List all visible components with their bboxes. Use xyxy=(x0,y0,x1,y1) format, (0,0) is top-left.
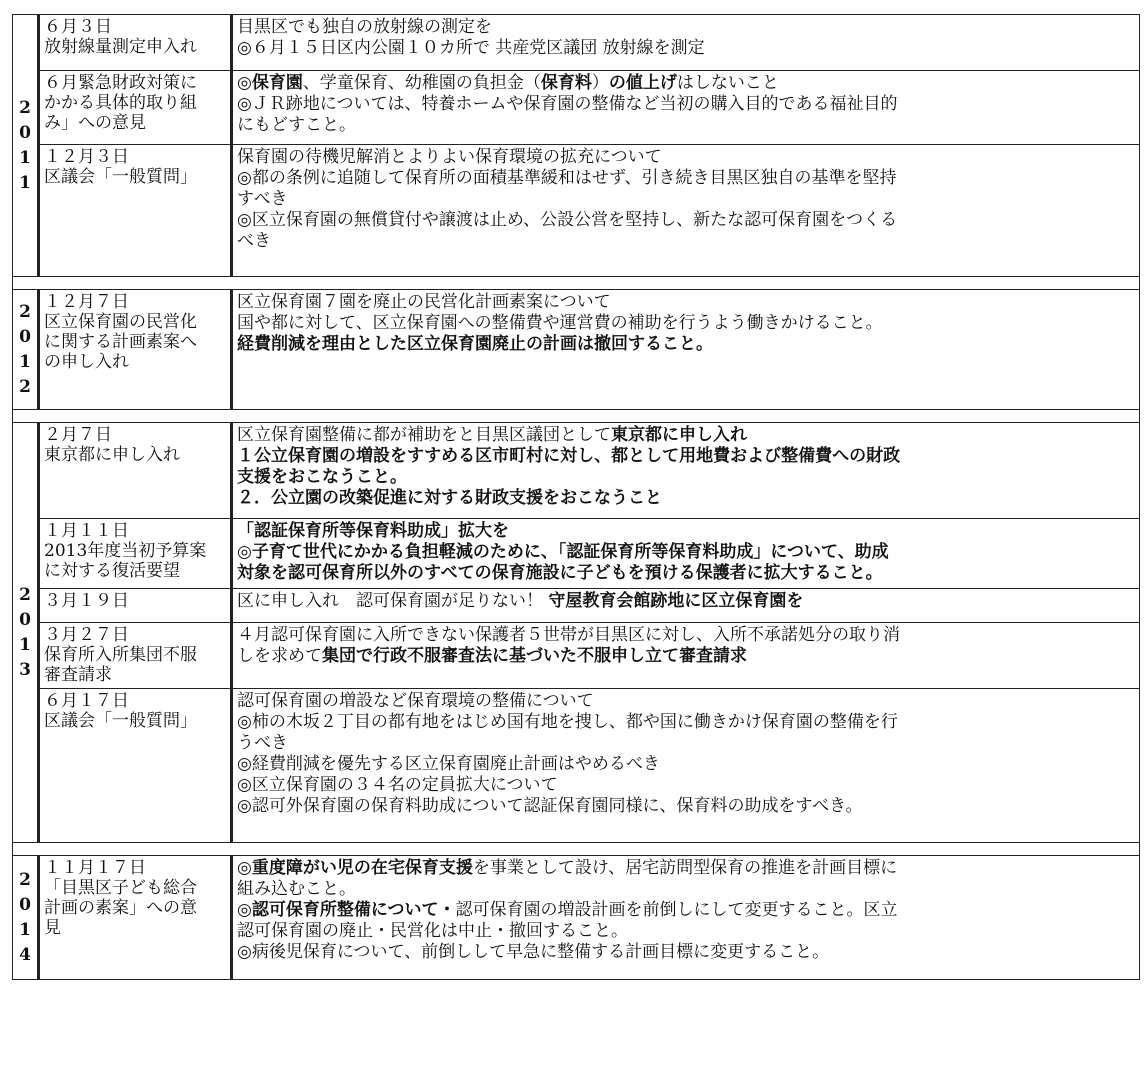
detail-text: 区に申し入れ 認可保育園が足りない！ xyxy=(237,591,549,611)
detail-line xyxy=(237,467,1137,488)
detail-line xyxy=(237,563,1137,584)
year-cell xyxy=(13,290,39,410)
date-cell xyxy=(39,589,232,623)
detail-text: しを求めて xyxy=(237,646,322,666)
detail-text: ◎病後児保育について、前倒しして早急に整備する計画目標に変更すること。 xyxy=(237,942,830,962)
detail-line xyxy=(237,17,1137,38)
date-cell xyxy=(39,856,232,980)
entry-title-line: 「目黒区子ども総合 xyxy=(44,878,197,898)
detail-line xyxy=(237,796,1137,817)
year-digit: 2 xyxy=(19,376,31,397)
detail-line xyxy=(237,313,1137,334)
detail-line xyxy=(237,691,1137,712)
year-digit: 0 xyxy=(19,326,31,347)
detail-text: 区立保育園整備に都が補助をと目黒区議団として xyxy=(237,425,611,445)
entry-title-line: 見 xyxy=(44,918,61,938)
detail-text: 国や都に対して、区立保育園への整備費や運営費の補助を行うよう働きかけること。 xyxy=(237,313,883,333)
year-digit: 0 xyxy=(19,122,31,143)
detail-emphasis: 対象を認可保育所以外のすべての保育施設に子どもを預ける保護者に拡大すること。 xyxy=(237,563,883,583)
detail-line xyxy=(237,879,1137,900)
year-cell xyxy=(13,15,39,277)
entry-date: ３月１９日 xyxy=(44,591,129,611)
detail-emphasis: 経費削減を理由とした区立保育園廃止の計画は撤回すること。 xyxy=(237,334,713,354)
detail-text: べき xyxy=(237,231,271,251)
detail-text: 認可保育園の増設など保育環境の整備について xyxy=(237,691,594,711)
detail-text: にもどすこと。 xyxy=(237,115,356,135)
detail-text: ◎都の条例に追随して保育所の面積基準緩和はせず、引き続き目黒区独自の基準を堅持 xyxy=(237,168,897,188)
detail-emphasis: ２．公立園の改築促進に対する財政支援をおこなうこと xyxy=(237,488,662,508)
entry-title-line: かかる具体的取り組 xyxy=(44,93,197,113)
entry-title-line: 保育所入所集団不服 xyxy=(44,645,197,665)
entry-row xyxy=(13,423,1140,519)
detail-text: ４月認可保育園に入所できない保護者５世帯が目黒区に対し、入所不承諾処分の取り消 xyxy=(237,625,900,645)
detail-text: 認可保育園の廃止・民営化は中止・撤回すること。 xyxy=(237,921,628,941)
detail-text: はしないこと xyxy=(676,73,779,93)
detail-line xyxy=(237,733,1137,754)
year-digit: 4 xyxy=(19,944,31,965)
year-digit: 1 xyxy=(19,919,31,940)
year-digit: 2 xyxy=(19,584,31,605)
year-digit: 0 xyxy=(19,609,31,630)
detail-emphasis: ◎認可保育所整備について・ xyxy=(237,900,456,920)
detail-line xyxy=(237,334,1137,355)
detail-emphasis: 支援をおこなうこと。 xyxy=(237,467,407,487)
detail-text: すべき xyxy=(237,189,288,209)
detail-emphasis: 東京都に申し入れ xyxy=(611,425,747,445)
entry-title-line: 東京都に申し入れ xyxy=(44,445,180,465)
detail-emphasis: 守屋教育会館跡地に区立保育園を xyxy=(548,591,804,611)
detail-line xyxy=(237,921,1137,942)
detail-line xyxy=(237,754,1137,775)
entry-date: １２月３日 xyxy=(44,147,129,167)
year-digit: 2 xyxy=(19,97,31,118)
date-cell xyxy=(39,71,232,145)
detail-cell xyxy=(232,519,1140,589)
detail-line xyxy=(237,488,1137,509)
entry-title-line: 計画の素案」への意 xyxy=(44,898,197,918)
detail-line xyxy=(237,115,1137,136)
detail-text: 保育園の待機児解消とよりよい保育環境の拡充について xyxy=(237,147,662,167)
detail-line xyxy=(237,292,1137,313)
entry-title-line: 区議会「一般質問」 xyxy=(44,167,197,187)
detail-text: ◎ xyxy=(237,73,252,93)
detail-cell xyxy=(232,290,1140,410)
detail-line xyxy=(237,38,1137,59)
detail-text: 区立保育園７園を廃止の民営化計画素案について xyxy=(237,292,611,312)
detail-line xyxy=(237,591,1137,612)
entry-row xyxy=(13,145,1140,277)
detail-text: ◎区立保育園の無償貸付や譲渡は止め、公設公営を堅持し、新たな認可保育園をつくる xyxy=(237,210,898,230)
entry-title-line: に関する計画素案へ xyxy=(44,332,197,352)
detail-emphasis: 保育料 xyxy=(540,73,592,93)
entry-title-line: 2013年度当初予算案 xyxy=(44,541,207,561)
separator-cell xyxy=(13,277,1140,290)
detail-line xyxy=(237,625,1137,646)
separator-cell xyxy=(13,410,1140,423)
year-cell xyxy=(13,423,39,843)
group-separator xyxy=(13,410,1140,423)
entry-row xyxy=(13,15,1140,71)
entry-date: ６月３日 xyxy=(44,17,112,37)
detail-cell xyxy=(232,71,1140,145)
entry-row xyxy=(13,589,1140,623)
detail-text: ◎ＪＲ跡地については、特養ホームや保育園の整備など当初の購入目的である福祉目的 xyxy=(237,94,898,114)
group-separator xyxy=(13,277,1140,290)
detail-emphasis: ◎子育て世代にかかる負担軽減のために、「認証保育所等保育料助成」について、助成 xyxy=(237,542,889,562)
entry-date: ２月７日 xyxy=(44,425,112,445)
entry-date: １２月７日 xyxy=(44,292,129,312)
year-digit: 0 xyxy=(19,894,31,915)
entry-row xyxy=(13,519,1140,589)
detail-emphasis: 保育園 xyxy=(251,73,303,93)
detail-cell xyxy=(232,145,1140,277)
detail-emphasis: 集団で行政不服審査法に基づいた不服申し立て審査請求 xyxy=(322,646,747,666)
detail-line xyxy=(237,94,1137,115)
detail-line xyxy=(237,521,1137,542)
detail-text: 組み込むこと。 xyxy=(237,879,356,899)
date-cell xyxy=(39,623,232,689)
entry-row xyxy=(13,689,1140,843)
entry-title-line: み」への意見 xyxy=(44,113,146,133)
date-cell xyxy=(39,423,232,519)
detail-emphasis: １公立保育園の増設をすすめる区市町村に対し、都として用地費および整備費への財政 xyxy=(237,446,901,466)
detail-text: うべき xyxy=(237,733,288,753)
detail-line xyxy=(237,425,1137,446)
detail-text: ） xyxy=(591,73,609,93)
entry-title-line: 審査請求 xyxy=(44,665,112,685)
year-digit: 2 xyxy=(19,869,31,890)
entry-date: ６月緊急財政対策に xyxy=(44,73,197,93)
detail-text: ◎柿の木坂２丁目の都有地をはじめ国有地を捜し、都や国に働きかけ保育園の整備を行 xyxy=(237,712,898,732)
detail-cell xyxy=(232,623,1140,689)
date-cell xyxy=(39,15,232,71)
entry-row xyxy=(13,623,1140,689)
detail-line xyxy=(237,446,1137,467)
group-separator xyxy=(13,843,1140,856)
detail-cell xyxy=(232,689,1140,843)
entry-date: ６月１７日 xyxy=(44,691,129,711)
year-digit: 1 xyxy=(19,172,31,193)
detail-line xyxy=(237,210,1137,231)
date-cell xyxy=(39,519,232,589)
detail-text: ◎経費削減を優先する区立保育園廃止計画はやめるべき xyxy=(237,754,660,774)
detail-text: 目黒区でも独自の放射線の測定を xyxy=(237,17,492,37)
detail-text: 認可保育園の増設計画を前倒しにして変更すること。区立 xyxy=(455,900,898,920)
entry-title-line: 区議会「一般質問」 xyxy=(44,711,197,731)
detail-line xyxy=(237,168,1137,189)
detail-line xyxy=(237,147,1137,168)
entry-row xyxy=(13,71,1140,145)
entry-title-line: 区立保育園の民営化 xyxy=(44,312,197,332)
detail-line xyxy=(237,942,1137,963)
detail-text: ◎認可外保育園の保育料助成について認証保育園同様に、保育料の助成をすべき。 xyxy=(237,796,863,816)
separator-cell xyxy=(13,843,1140,856)
detail-emphasis: ◎重度障がい児の在宅保育支援 xyxy=(237,858,473,878)
detail-line xyxy=(237,646,1137,667)
entry-title-line: に対する復活要望 xyxy=(44,561,180,581)
year-cell xyxy=(13,856,39,980)
detail-line xyxy=(237,900,1137,921)
date-cell xyxy=(39,145,232,277)
detail-text: ◎６月１５日区内公園１０カ所で 共産党区議団 放射線を測定 xyxy=(237,38,705,58)
entry-title-line: の申し入れ xyxy=(44,352,129,372)
detail-cell xyxy=(232,589,1140,623)
activity-record-table xyxy=(12,14,1140,980)
date-cell xyxy=(39,290,232,410)
detail-line xyxy=(237,542,1137,563)
detail-line xyxy=(237,775,1137,796)
detail-line xyxy=(237,231,1137,252)
year-digit: 1 xyxy=(19,351,31,372)
detail-emphasis: の値上げ xyxy=(608,73,677,93)
entry-date: １月１１日 xyxy=(44,521,129,541)
date-cell xyxy=(39,689,232,843)
year-digit: 3 xyxy=(19,659,31,680)
detail-text: 、学童保育、幼稚園の負担金（ xyxy=(302,73,541,93)
detail-cell xyxy=(232,423,1140,519)
detail-cell xyxy=(232,15,1140,71)
detail-line xyxy=(237,189,1137,210)
year-digit: 1 xyxy=(19,147,31,168)
activity-record-body xyxy=(13,15,1140,980)
entry-date: ３月２７日 xyxy=(44,625,129,645)
year-digit: 2 xyxy=(19,301,31,322)
detail-emphasis: 「認証保育所等保育料助成」拡大を xyxy=(237,521,509,541)
year-digit: 1 xyxy=(19,634,31,655)
detail-text: を事業として設け、居宅訪問型保育の推進を計画目標に xyxy=(472,858,898,878)
entry-title-line: 放射線量測定申入れ xyxy=(44,37,197,57)
detail-cell xyxy=(232,856,1140,980)
detail-line xyxy=(237,712,1137,733)
detail-line xyxy=(237,73,1137,94)
entry-date: １１月１７日 xyxy=(44,858,146,878)
entry-row xyxy=(13,856,1140,980)
detail-line xyxy=(237,858,1137,879)
detail-text: ◎区立保育園の３４名の定員拡大について xyxy=(237,775,558,795)
entry-row xyxy=(13,290,1140,410)
